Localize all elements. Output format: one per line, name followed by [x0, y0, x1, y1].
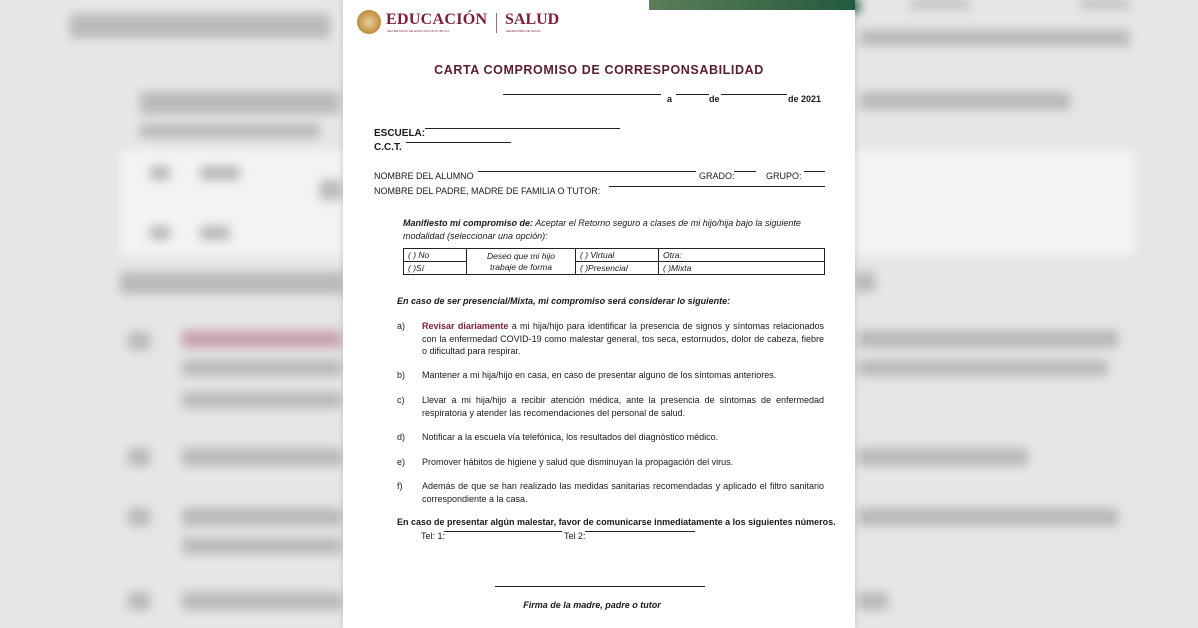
option-presencial[interactable]: ( )Presencial [576, 262, 659, 275]
alumno-line [478, 171, 696, 172]
item-key: b) [397, 370, 406, 380]
deseo-cell [467, 249, 576, 275]
date-year-label: de 2021 [788, 94, 822, 104]
date-de-label: de [709, 94, 720, 104]
escuela-label: ESCUELA: [374, 128, 426, 139]
item-text [422, 320, 824, 358]
option-virtual[interactable]: ( ) Virtual [576, 249, 659, 262]
document-page [343, 0, 855, 628]
grado-label: GRADO: [699, 171, 735, 181]
tel2-label: Tel 2: [564, 531, 586, 541]
cct-line [406, 142, 511, 143]
item-key: d) [397, 432, 406, 442]
deseo-text: Deseo que mi hijo [486, 250, 556, 261]
manifiesto-line2: modalidad (seleccionar una opción): [403, 231, 548, 241]
logo-header [357, 8, 607, 40]
item-text: Notificar a la escuela vía telefónica, los resultados del diagnóstico médico. [422, 432, 719, 442]
tel1-line [444, 531, 562, 532]
alumno-label: NOMBRE DEL ALUMNO [374, 171, 474, 181]
date-a-label: a [667, 94, 673, 104]
signature-line [495, 586, 705, 587]
presencial-heading: En caso de ser presencial/Mixta, mi compromiso será considerar lo siguiente: [397, 296, 731, 306]
item-text: Además de que se han realizado las medidas sanitarias recomendadas y aplicado el filtro sanitario correspondiente a la casa. [422, 481, 824, 504]
manifiesto-line1 [403, 218, 801, 228]
option-no[interactable]: ( ) No [404, 249, 467, 262]
item-text: Promover hábitos de higiene y salud que disminuyan la propagación del virus. [422, 457, 734, 467]
item-key: e) [397, 457, 406, 467]
escuela-line [425, 128, 620, 129]
government-seal-icon [357, 10, 381, 34]
option-otra[interactable]: Otra: [659, 249, 825, 262]
grado-line [734, 171, 756, 172]
date-day-line [676, 94, 709, 95]
tutor-line [609, 186, 825, 187]
item-text: Llevar a mi hija/hijo a recibir atención médica, ante la presencia de síntomas de enfermedad respiratoria y atender las recomendaciones del personal de salud. [422, 395, 824, 418]
option-si[interactable]: ( )Sí [404, 262, 467, 275]
malestar-text: En caso de presentar algún malestar, favor de comunicarse inmediatamente a los siguientes números. [397, 517, 836, 527]
logo-salud-subtitle: SECRETARÍA DE SALUD [506, 29, 541, 33]
item-highlight: Revisar diariamente [422, 321, 509, 331]
modality-options-table [403, 248, 825, 275]
item-key: f) [397, 481, 403, 491]
date-month-line [721, 94, 787, 95]
trabaje-text: trabaje de forma [490, 261, 552, 272]
signature-caption: Firma de la madre, padre o tutor [523, 600, 661, 610]
grupo-line [804, 171, 825, 172]
item-key: a) [397, 321, 406, 331]
item-text: Mantener a mi hija/hijo en casa, en caso de presentar alguno de los síntomas anteriores. [422, 370, 777, 380]
logo-separator [496, 13, 497, 33]
manifiesto-bold: Manifiesto mi compromiso de: [403, 218, 534, 228]
option-mixta[interactable]: ( )Mixta [659, 262, 825, 275]
tel2-line [585, 531, 695, 532]
cct-label: C.C.T. [374, 142, 402, 153]
header-green-bar [649, 0, 855, 10]
item-key: c) [397, 395, 405, 405]
document-title: CARTA COMPROMISO DE CORRESPONSABILIDAD [434, 63, 764, 77]
logo-educacion: EDUCACIÓN [386, 11, 488, 28]
tel1-label: Tel: 1: [421, 531, 446, 541]
logo-salud: SALUD [505, 11, 560, 28]
tutor-label: NOMBRE DEL PADRE, MADRE DE FAMILIA O TUTOR: [374, 186, 601, 196]
logo-educacion-subtitle: SECRETARÍA DE EDUCACIÓN PÚBLICA [387, 29, 450, 33]
manifiesto-rest: Aceptar el Retorno seguro a clases de mi hijo/hija bajo la siguiente [533, 218, 801, 228]
item-body: a mi hija/hijo para identificar la presencia de signos y síntomas relacionados con la enfermedad COVID-19 como malestar general, tos seca, estornudos, dolor de cabeza, fiebre o dificultad para respirar. [422, 321, 824, 356]
date-place-line [503, 94, 661, 95]
grupo-label: GRUPO: [766, 171, 802, 181]
